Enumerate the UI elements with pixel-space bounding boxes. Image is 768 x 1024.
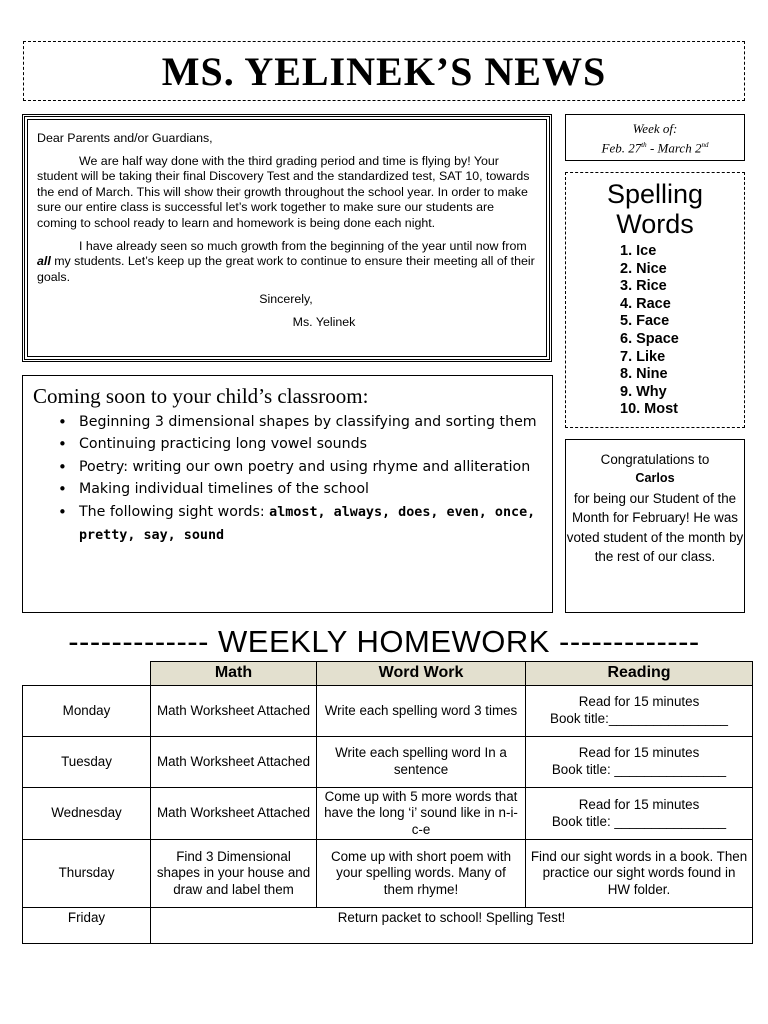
letter-signature: Ms. Yelinek	[292, 314, 356, 329]
spelling-word: 5. Face	[620, 313, 670, 330]
spelling-word: 1. Ice	[620, 243, 657, 259]
math-cell: Math Worksheet Attached	[151, 737, 317, 788]
spelling-word: 4. Race	[620, 295, 671, 312]
table-row	[23, 686, 753, 737]
week-range	[566, 137, 744, 156]
friday-task-cell: Return packet to school! Spelling Test!	[151, 908, 753, 944]
day-cell: Tuesday	[23, 737, 151, 788]
spelling-word: 3. Rice	[620, 278, 667, 295]
reading-task: Read for 15 minutes	[578, 796, 700, 812]
reading-task: Read for 15 minutes	[578, 694, 700, 710]
spelling-words-box	[565, 172, 745, 428]
week-start-suffix: th	[641, 141, 647, 149]
week-end: March 2	[657, 140, 702, 156]
spelling-word: 8. Nine	[620, 366, 668, 383]
word-work-cell: Write each spelling word In a sentence	[317, 737, 526, 788]
title-banner	[23, 41, 745, 101]
spelling-list	[566, 243, 744, 419]
table-row	[23, 840, 753, 908]
math-cell: Find 3 Dimensional shapes in your house and draw and label them	[151, 840, 317, 908]
spelling-title-line-1: Spelling	[606, 179, 704, 209]
word-work-cell: Come up with short poem with your spelling words. Many of them rhyme!	[317, 840, 526, 908]
math-cell: Math Worksheet Attached	[151, 788, 317, 840]
reading-task: Read for 15 minutes	[578, 745, 700, 761]
parent-letter	[22, 114, 552, 362]
coming-soon-item: • Poetry: writing our own poetry and using rhyme and alliteration	[79, 456, 542, 478]
coming-soon-heading: Coming soon to your child’s classroom:	[33, 384, 369, 408]
table-row	[23, 737, 753, 788]
letter-greeting: Dear Parents and/or Guardians,	[37, 131, 213, 145]
congrats-line: Congratulations to	[600, 452, 710, 467]
day-cell: Thursday	[23, 840, 151, 908]
column-header-word-work: Word Work	[317, 662, 526, 686]
sight-words-prefix: The following sight words:	[79, 503, 270, 520]
book-title-line: Book title: _______________	[551, 762, 727, 777]
student-name: Carlos	[635, 471, 675, 486]
week-separator: -	[646, 140, 658, 156]
letter-closing: Sincerely,	[259, 292, 313, 307]
table-row	[23, 788, 753, 840]
week-of-box	[565, 114, 745, 161]
week-of-label: Week of:	[632, 121, 678, 136]
sight-words-list: almost, always, does, even, once, pretty, say, sound	[79, 504, 536, 544]
weekly-homework-header: ------------- WEEKLY HOMEWORK -------------	[68, 624, 700, 659]
page-title: MS. YELINEK’S NEWS	[161, 48, 607, 94]
coming-soon-box	[22, 375, 553, 613]
letter-paragraph-2-end: my students. Let’s keep up the great work to continue to ensure their meeting all of their goals.	[37, 254, 535, 284]
day-cell: Monday	[23, 686, 151, 737]
spelling-word: 9. Why	[620, 383, 667, 400]
spelling-title-line-2: Words	[616, 209, 694, 239]
reading-cell	[526, 788, 753, 840]
letter-paragraph-2-start: I have already seen so much growth from the beginning of the year until now from	[79, 238, 527, 253]
table-corner-cell	[23, 662, 151, 686]
book-title-line: Book title: _______________	[551, 813, 727, 829]
word-work-cell: Come up with 5 more words that have the long ‘i’ sound like in n-i-c-e	[317, 788, 526, 840]
spelling-word: 10. Most	[620, 401, 679, 418]
day-cell: Friday	[23, 908, 151, 944]
reading-cell	[526, 686, 753, 737]
column-header-reading: Reading	[526, 662, 753, 686]
coming-soon-item-sight-words	[79, 501, 542, 548]
book-title-line: Book title:________________	[550, 711, 728, 726]
table-row-friday	[23, 908, 753, 944]
word-work-cell: Write each spelling word 3 times	[317, 686, 526, 737]
spelling-word: 2. Nice	[620, 260, 667, 277]
math-cell: Math Worksheet Attached	[151, 686, 317, 737]
student-of-month-box	[565, 439, 745, 613]
coming-soon-item: • Making individual timelines of the school	[79, 478, 542, 500]
coming-soon-list	[33, 411, 542, 547]
coming-soon-item: • Beginning 3 dimensional shapes by classifying and sorting them	[79, 411, 542, 433]
letter-paragraph-1: We are half way done with the third grading period and time is flying by! Your student will be taking their final Discovery Test and the standardized test, SAT 10, towards the end of March. This will show their growth throughout the school year. In order to make sure our entire class is successful let’s work together to make sure our students are coming to school ready to learn and homework is being done each night.	[37, 153, 530, 230]
homework-table	[22, 661, 753, 944]
week-end-suffix: nd	[701, 141, 709, 149]
day-cell: Wednesday	[23, 788, 151, 840]
reading-cell	[526, 737, 753, 788]
table-header-row	[23, 662, 753, 686]
coming-soon-item: • Continuing practicing long vowel sounds	[79, 433, 542, 455]
letter-paragraph-2	[37, 239, 535, 286]
spelling-word: 6. Space	[620, 330, 679, 347]
spelling-word: 7. Like	[620, 348, 666, 365]
letter-emphasis-all: all	[37, 254, 51, 269]
congrats-message: for being our Student of the Month for February! He was voted student of the month by the rest of our class.	[566, 490, 744, 565]
column-header-math: Math	[151, 662, 317, 686]
reading-cell: Find our sight words in a book. Then practice our sight words found in HW folder.	[526, 840, 753, 908]
week-start: Feb. 27	[601, 140, 642, 156]
